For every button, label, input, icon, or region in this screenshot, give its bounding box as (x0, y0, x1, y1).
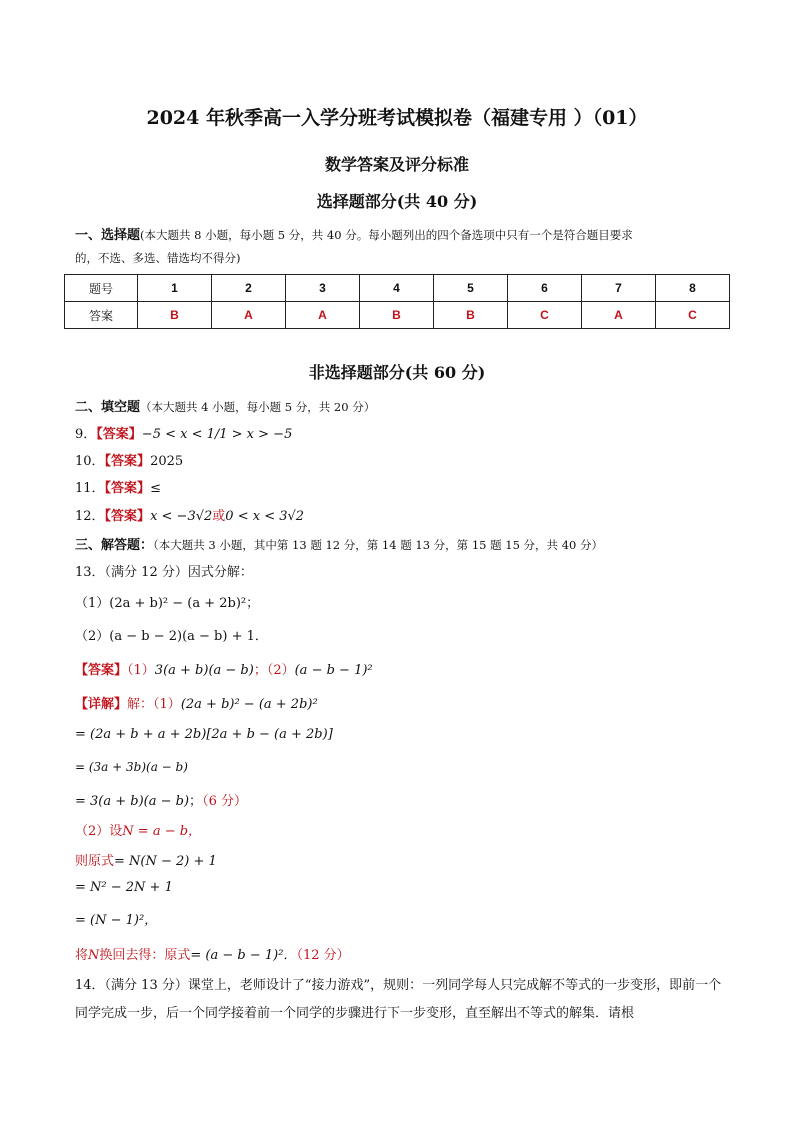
table-cell: 1 (138, 275, 212, 302)
table-cell: 3 (286, 275, 360, 302)
part3-heading: 三、解答题： (75, 538, 154, 553)
item-answer: ≤ (150, 481, 161, 496)
table-cell-answer: A (582, 302, 656, 329)
step-sep: ； (189, 794, 203, 809)
row-label-number: 题号 (65, 275, 138, 302)
part1-desc: (本大题共 8 小题，每小题 5 分，共 40 分。每小题列出的四个备选项中只有一个是符合题目要求 (140, 228, 633, 242)
step-var: N (88, 948, 100, 963)
fill-item-9 (75, 423, 292, 442)
item-answer: 2025 (150, 454, 184, 469)
part3-intro (75, 534, 603, 553)
q13-step-7: = (N − 1)²， (75, 913, 158, 928)
answer-math-1: 3(a + b)(a − b) (154, 663, 254, 678)
fill-item-12 (75, 505, 304, 524)
table-cell: 6 (508, 275, 582, 302)
item-number: 11． (75, 481, 105, 496)
q13-step-5 (75, 850, 217, 869)
part3-desc: （本大题共 3 小题，其中第 13 题 12 分，第 14 题 13 分，第 15 题 15 分，共 40 分） (153, 538, 604, 552)
step-label: 则原式 (75, 854, 115, 869)
doc-subtitle: 数学答案及评分标准 (324, 155, 469, 174)
answer-tag: 【答案】 (104, 481, 151, 496)
detail-part1-label: （1） (153, 697, 181, 712)
detail-expression: (2a + b)² − (a + 2b)² (180, 697, 318, 712)
step-math: = N(N − 2) + 1 (114, 854, 217, 869)
item-number: 12． (75, 509, 105, 524)
q13-detail (75, 693, 318, 712)
q13-step-2: = (3a + 3b)(a − b) (75, 760, 188, 774)
answer-tag: 【答案】 (75, 663, 128, 678)
table-cell: 2 (212, 275, 286, 302)
section-heading-choice: 选择题部分(共 40 分) (316, 192, 478, 211)
fill-item-10 (75, 450, 183, 469)
fill-item-11 (75, 477, 161, 496)
q14-stem: 14．（满分 13 分）课堂上，老师设计了“接力游戏”，规则：一列同学每人只完成解不等式的一步变形，即前一个同学完成一步，后一个同学接着前一个同学的步骤进行下一步变形，直至解出不等式的解集．请根 (75, 978, 722, 1021)
table-cell-answer: B (360, 302, 434, 329)
table-cell-answer: A (286, 302, 360, 329)
item-answer-a: x < −3√2 (150, 509, 213, 524)
answer-tag: 【答案】 (104, 509, 151, 524)
part2-intro (75, 396, 375, 415)
q13-part2: （2）(a − b − 2)(a − b) + 1． (75, 629, 268, 644)
table-cell-answer: B (138, 302, 212, 329)
step-dot: ． (283, 948, 297, 963)
answer-tag: 【答案】 (104, 454, 151, 469)
q13-step-8 (75, 944, 350, 963)
part1-heading: 一、选择题 (75, 228, 141, 243)
q13-step-6: = N² − 2N + 1 (75, 880, 173, 895)
detail-tag: 【详解】 (75, 697, 128, 712)
answer-math-2: (a − b − 1)² (294, 663, 373, 678)
part2-heading: 二、填空题 (75, 400, 141, 415)
answer-table (64, 274, 730, 329)
item-answer-b: 0 < x < 3√2 (225, 509, 305, 524)
table-cell: 8 (656, 275, 730, 302)
table-cell: 7 (582, 275, 656, 302)
step-math: = 3(a + b)(a − b) (75, 794, 190, 809)
table-row-answers (65, 302, 730, 329)
item-number: 9． (75, 427, 97, 442)
table-cell-answer: C (508, 302, 582, 329)
doc-title: 2024 年秋季高一入学分班考试模拟卷（福建专用 ）（01） (146, 107, 648, 129)
answer-tag: 【答案】 (96, 427, 142, 442)
score-12: （12 分） (296, 948, 350, 963)
table-cell: 5 (434, 275, 508, 302)
part2-desc: （本大题共 4 小题，每小题 5 分，共 20 分） (140, 400, 376, 414)
item-answer: −5 < x < 1/1 > x > −5 (141, 427, 293, 442)
answer-separator: ；（2） (253, 663, 295, 678)
q13-stem: 13．（满分 12 分）因式分解： (75, 565, 253, 580)
item-answer-or: 或 (212, 509, 226, 524)
q13-step-1: = (2a + b + a + 2b)[2a + b − (a + 2b)] (75, 727, 333, 742)
part1-intro (75, 224, 633, 243)
step-label: 将 (75, 948, 89, 963)
q13-answer (75, 659, 373, 678)
q13-part1: （1）(2a + b)² − (a + 2b)²； (75, 596, 260, 611)
table-cell-answer: A (212, 302, 286, 329)
detail-colon: 解： (127, 697, 154, 712)
section-heading-nonchoice: 非选择题部分(共 60 分) (308, 363, 486, 382)
step-math: N = a − b， (122, 824, 202, 839)
row-label-answer: 答案 (65, 302, 138, 329)
table-cell-answer: C (656, 302, 730, 329)
q13-step-4 (75, 820, 201, 839)
score-6: （6 分） (202, 794, 247, 809)
table-cell: 4 (360, 275, 434, 302)
q13-step-3 (75, 790, 247, 809)
step-label: （2）设 (75, 824, 123, 839)
part1-desc-cont: 的，不选、多选、错选均不得分) (75, 251, 241, 265)
step-text: 换回去得：原式 (99, 948, 191, 963)
table-cell-answer: B (434, 302, 508, 329)
item-number: 10． (75, 454, 105, 469)
table-row-numbers (65, 275, 730, 302)
answer-part1-label: （1） (127, 663, 155, 678)
step-math: = (a − b − 1)² (190, 948, 284, 963)
